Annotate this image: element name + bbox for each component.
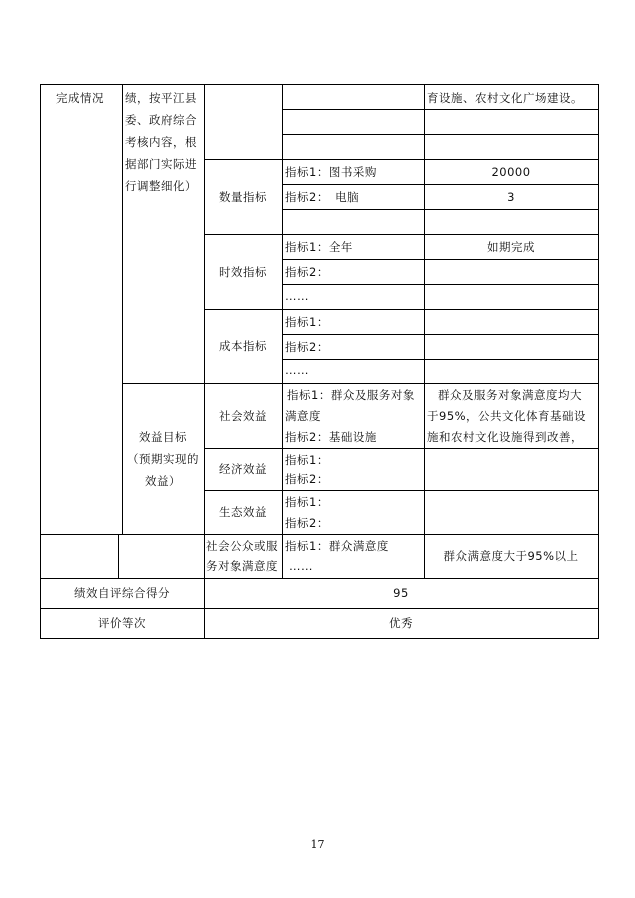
completion-label: 完成情况 [56, 91, 104, 105]
cost-indicator-3: …… [285, 363, 309, 377]
top-value: 育设施、农村文化广场建设。 [427, 91, 583, 105]
economic-indicator-2: 指标2： [285, 472, 329, 486]
satisfaction-label-line: 务对象满意度 [206, 559, 278, 573]
economic-benefit-label: 经济效益 [219, 462, 267, 476]
quantity-value-1: 20000 [491, 165, 531, 179]
ecological-indicator-1: 指标1： [285, 495, 329, 509]
time-indicator-3: …… [285, 289, 309, 303]
quantity-indicator-1: 指标1：图书采购 [285, 165, 377, 179]
benefit-line: 效益目标 [139, 430, 187, 444]
social-value-line: 群众及服务对象满意度均大 [438, 388, 582, 402]
satisfaction-label-line: 社会公众或服 [206, 539, 278, 553]
social-indicator-line: 指标2：基础设施 [285, 430, 377, 444]
time-label: 时效指标 [219, 265, 267, 279]
quantity-value-2: 3 [507, 190, 515, 204]
benefit-line: 效益） [145, 474, 181, 488]
social-indicator-line: 满意度 [285, 409, 321, 423]
quantity-label: 数量指标 [219, 190, 267, 204]
score-label: 绩效自评综合得分 [74, 586, 170, 600]
ecological-indicator-2: 指标2： [285, 516, 329, 530]
grade-label: 评价等次 [98, 616, 146, 630]
note-line: 行调整细化） [125, 179, 197, 193]
note-line: 绩，按平江县 [125, 91, 197, 105]
quantity-indicator-2: 指标2： 电脑 [285, 190, 360, 204]
note-line: 委、政府综合 [125, 113, 197, 127]
social-value-line: 于95%，公共文化体育基础设 [427, 409, 587, 423]
economic-indicator-1: 指标1： [285, 453, 329, 467]
cost-indicator-1: 指标1： [285, 315, 329, 329]
social-indicator-line: 指标1：群众及服务对象 [287, 388, 415, 402]
benefit-line: （预期实现的 [127, 452, 199, 466]
time-indicator-1: 指标1：全年 [285, 240, 353, 254]
satisfaction-indicator-line: …… [289, 559, 313, 573]
cost-indicator-2: 指标2： [285, 340, 329, 354]
ecological-benefit-label: 生态效益 [219, 505, 267, 519]
note-line: 据部门实际进 [125, 157, 197, 171]
grade-value: 优秀 [389, 616, 413, 630]
time-indicator-2: 指标2： [285, 265, 329, 279]
social-value-line: 施和农村文化设施得到改善， [427, 430, 583, 444]
score-value: 95 [393, 586, 409, 600]
social-benefit-label: 社会效益 [219, 409, 267, 423]
cost-label: 成本指标 [219, 339, 267, 353]
page-number: 17 [310, 838, 325, 851]
satisfaction-indicator-line: 指标1：群众满意度 [285, 539, 389, 553]
note-line: 考核内容，根 [125, 135, 197, 149]
time-value-1: 如期完成 [487, 240, 535, 254]
satisfaction-value: 群众满意度大于95%以上 [443, 549, 579, 563]
